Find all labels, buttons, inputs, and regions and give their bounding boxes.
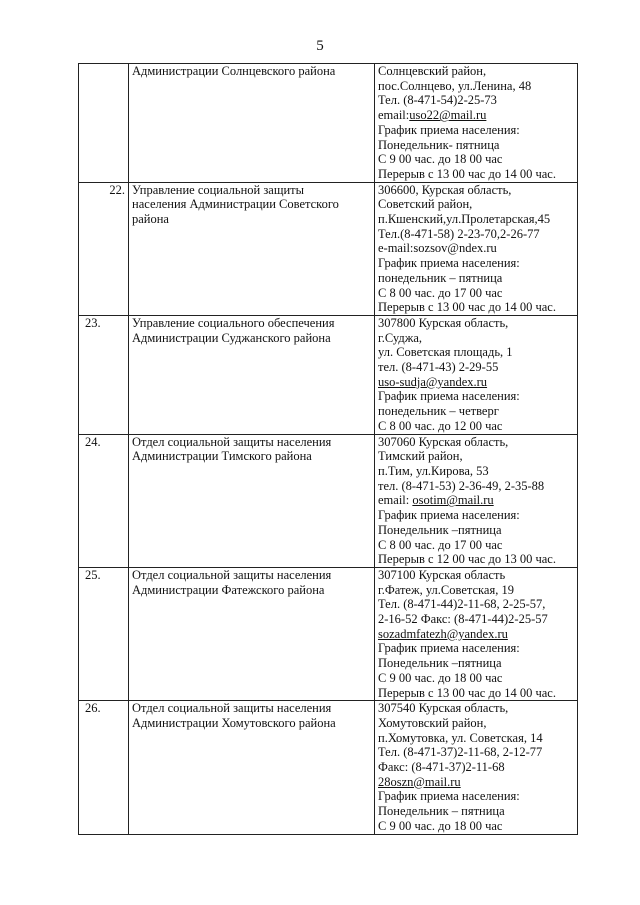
contact-line[interactable] [378, 375, 574, 390]
contact-text: e-mail:sozsov@ndex.ru [378, 241, 497, 256]
contact-text: Тел.(8-471-58) 2-23-70,2-26-77 [378, 226, 540, 241]
contact-line [378, 212, 574, 227]
contact-text: 307100 Курская область [378, 567, 506, 582]
row-number: 23. [79, 315, 129, 434]
institution-name-line: Управление социального обеспечения [132, 315, 335, 330]
table-row [79, 567, 578, 700]
contact-line [378, 167, 574, 182]
contact-line [378, 138, 574, 153]
contact-line [378, 435, 574, 450]
contact-line [378, 523, 574, 538]
contact-line [378, 508, 574, 523]
contact-text: 307060 Курская область, [378, 434, 509, 449]
contact-line [378, 152, 574, 167]
email-link[interactable]: 28oszn@mail.ru [378, 774, 461, 789]
row-number: 26. [79, 701, 129, 834]
contact-info [375, 64, 578, 183]
institution-name-line: Отдел социальной защиты населения [132, 434, 332, 449]
contact-text: Тел. (8-471-54)2-25-73 [378, 93, 497, 108]
row-number: 25. [79, 567, 129, 700]
contact-text: Тел. (8-471-44)2-11-68, 2-25-57, [378, 597, 546, 612]
email-link[interactable]: uso22@mail.ru [409, 108, 487, 123]
institution-name [129, 567, 375, 700]
contact-text: График приема населения: [378, 389, 520, 404]
contact-text: График приема населения: [378, 789, 520, 804]
row-number [79, 64, 129, 183]
row-number: 22. [79, 182, 129, 315]
contact-line[interactable] [378, 775, 574, 790]
contact-line [378, 331, 574, 346]
contact-text: С 8 00 час. до 17 00 час [378, 285, 503, 300]
contact-text: График приема населения: [378, 122, 520, 137]
contact-line [378, 789, 574, 804]
contact-text: п.Хомутовка, ул. Советская, 14 [378, 730, 543, 745]
contact-line [378, 271, 574, 286]
institution-name-line: населения Администрации Советского [132, 197, 339, 212]
table-body [79, 64, 578, 835]
contact-text: Понедельник – пятница [378, 804, 505, 819]
contact-line [378, 197, 574, 212]
institution-name-line: Отдел социальной защиты населения [132, 567, 332, 582]
contact-line [378, 656, 574, 671]
institution-name-line: Управление социальной защиты [132, 182, 305, 197]
contact-line [378, 716, 574, 731]
contact-text: Факс: (8-471-37)2-11-68 [378, 760, 505, 775]
contact-line [378, 64, 574, 79]
contact-text: email: [378, 493, 413, 508]
institution-name [129, 434, 375, 567]
contact-line [378, 256, 574, 271]
contact-text: п.Тим, ул.Кирова, 53 [378, 463, 489, 478]
contact-text: График приема населения: [378, 508, 520, 523]
contact-text: п.Кшенский,ул.Пролетарская,45 [378, 212, 551, 227]
contact-line [378, 804, 574, 819]
contact-line [378, 745, 574, 760]
contact-line [378, 93, 574, 108]
institution-name [129, 64, 375, 183]
email-link[interactable]: osotim@mail.ru [412, 493, 494, 508]
contact-text: Понедельник –пятница [378, 656, 502, 671]
institution-name-line: Администрации Фатежского района [132, 582, 325, 597]
table-row [79, 64, 578, 183]
contact-line [378, 286, 574, 301]
contact-info [375, 567, 578, 700]
contact-text: Тел. (8-471-37)2-11-68, 2-12-77 [378, 745, 543, 760]
contact-line [378, 316, 574, 331]
email-link[interactable]: uso-sudja@yandex.ru [378, 374, 488, 389]
contact-line [378, 760, 574, 775]
institution-name [129, 701, 375, 834]
contact-text: 306600, Курская область, [378, 182, 512, 197]
contact-line [378, 449, 574, 464]
contact-text: Перерыв с 12 00 час до 13 00 час. [378, 552, 556, 567]
contact-line [378, 345, 574, 360]
email-link[interactable]: sozadmfatezh@yandex.ru [378, 626, 508, 641]
contact-text: Понедельник –пятница [378, 522, 502, 537]
contact-line [378, 79, 574, 94]
contact-line [378, 360, 574, 375]
contact-line [378, 108, 574, 123]
institution-name-line: Администрации Солнцевского района [132, 64, 336, 78]
contact-text: понедельник – пятница [378, 270, 503, 285]
contact-text: Тимский район, [378, 449, 463, 464]
contact-line [378, 227, 574, 242]
contact-text: Солнцевский район, [378, 64, 487, 78]
institution-name-line: Отдел социальной защиты населения [132, 701, 332, 716]
institutions-table [78, 63, 578, 835]
contact-text: Советский район, [378, 197, 473, 212]
contact-line [378, 552, 574, 567]
table-row [79, 434, 578, 567]
contact-text: пос.Солнцево, ул.Ленина, 48 [378, 78, 532, 93]
contact-line [378, 404, 574, 419]
table-row [79, 315, 578, 434]
contact-line [378, 464, 574, 479]
contact-line [378, 479, 574, 494]
contact-line [378, 568, 574, 583]
contact-text: Перерыв с 13 00 час до 14 00 час. [378, 300, 556, 315]
contact-text: тел. (8-471-43) 2-29-55 [378, 360, 499, 375]
institution-name-line: Администрации Хомутовского района [132, 715, 336, 730]
contact-text: Перерыв с 13 00 час до 14 00 час. [378, 685, 556, 700]
institution-name [129, 182, 375, 315]
row-number: 24. [79, 434, 129, 567]
contact-line[interactable] [378, 627, 574, 642]
contact-text: График приема населения: [378, 256, 520, 271]
contact-text: 307800 Курская область, [378, 315, 509, 330]
contact-line [378, 241, 574, 256]
contact-line [378, 819, 574, 834]
contact-text: понедельник – четверг [378, 404, 499, 419]
contact-text: С 8 00 час. до 12 00 час [378, 418, 503, 433]
contact-text: Хомутовский район, [378, 715, 487, 730]
table-row [79, 701, 578, 834]
contact-text: С 8 00 час. до 17 00 час [378, 537, 503, 552]
table-row [79, 182, 578, 315]
contact-text: Понедельник- пятница [378, 137, 500, 152]
contact-text: С 9 00 час. до 18 00 час [378, 818, 503, 833]
institution-name-line: района [132, 212, 169, 227]
contact-line [378, 731, 574, 746]
contact-text: Перерыв с 13 00 час до 14 00 час. [378, 166, 556, 181]
contact-text: г.Фатеж, ул.Советская, 19 [378, 582, 514, 597]
contact-line [378, 493, 574, 508]
contact-line [378, 300, 574, 315]
contact-info [375, 315, 578, 434]
contact-line [378, 183, 574, 198]
contact-line [378, 641, 574, 656]
contact-line [378, 123, 574, 138]
contact-line [378, 612, 574, 627]
contact-info [375, 434, 578, 567]
contact-line [378, 419, 574, 434]
contact-line [378, 671, 574, 686]
contact-text: С 9 00 час. до 18 00 час [378, 670, 503, 685]
institution-name-line: Администрации Тимского района [132, 449, 312, 464]
contact-info [375, 701, 578, 834]
contact-info [375, 182, 578, 315]
institution-name [129, 315, 375, 434]
institution-name-line: Администрации Суджанского района [132, 330, 331, 345]
contact-text: 2-16-52 Факс: (8-471-44)2-25-57 [378, 612, 548, 627]
contact-line [378, 686, 574, 701]
contact-line [378, 538, 574, 553]
contact-line [378, 701, 574, 716]
contact-line [378, 597, 574, 612]
contact-line [378, 389, 574, 404]
contact-text: ул. Советская площадь, 1 [378, 345, 513, 360]
contact-text: тел. (8-471-53) 2-36-49, 2-35-88 [378, 478, 545, 493]
page-number: 5 [316, 38, 324, 54]
contact-text: email: [378, 108, 410, 123]
contact-text: г.Суджа, [378, 330, 423, 345]
contact-text: График приема населения: [378, 641, 520, 656]
contact-text: 307540 Курская область, [378, 701, 509, 716]
contact-text: С 9 00 час. до 18 00 час [378, 152, 503, 167]
contact-line [378, 583, 574, 598]
